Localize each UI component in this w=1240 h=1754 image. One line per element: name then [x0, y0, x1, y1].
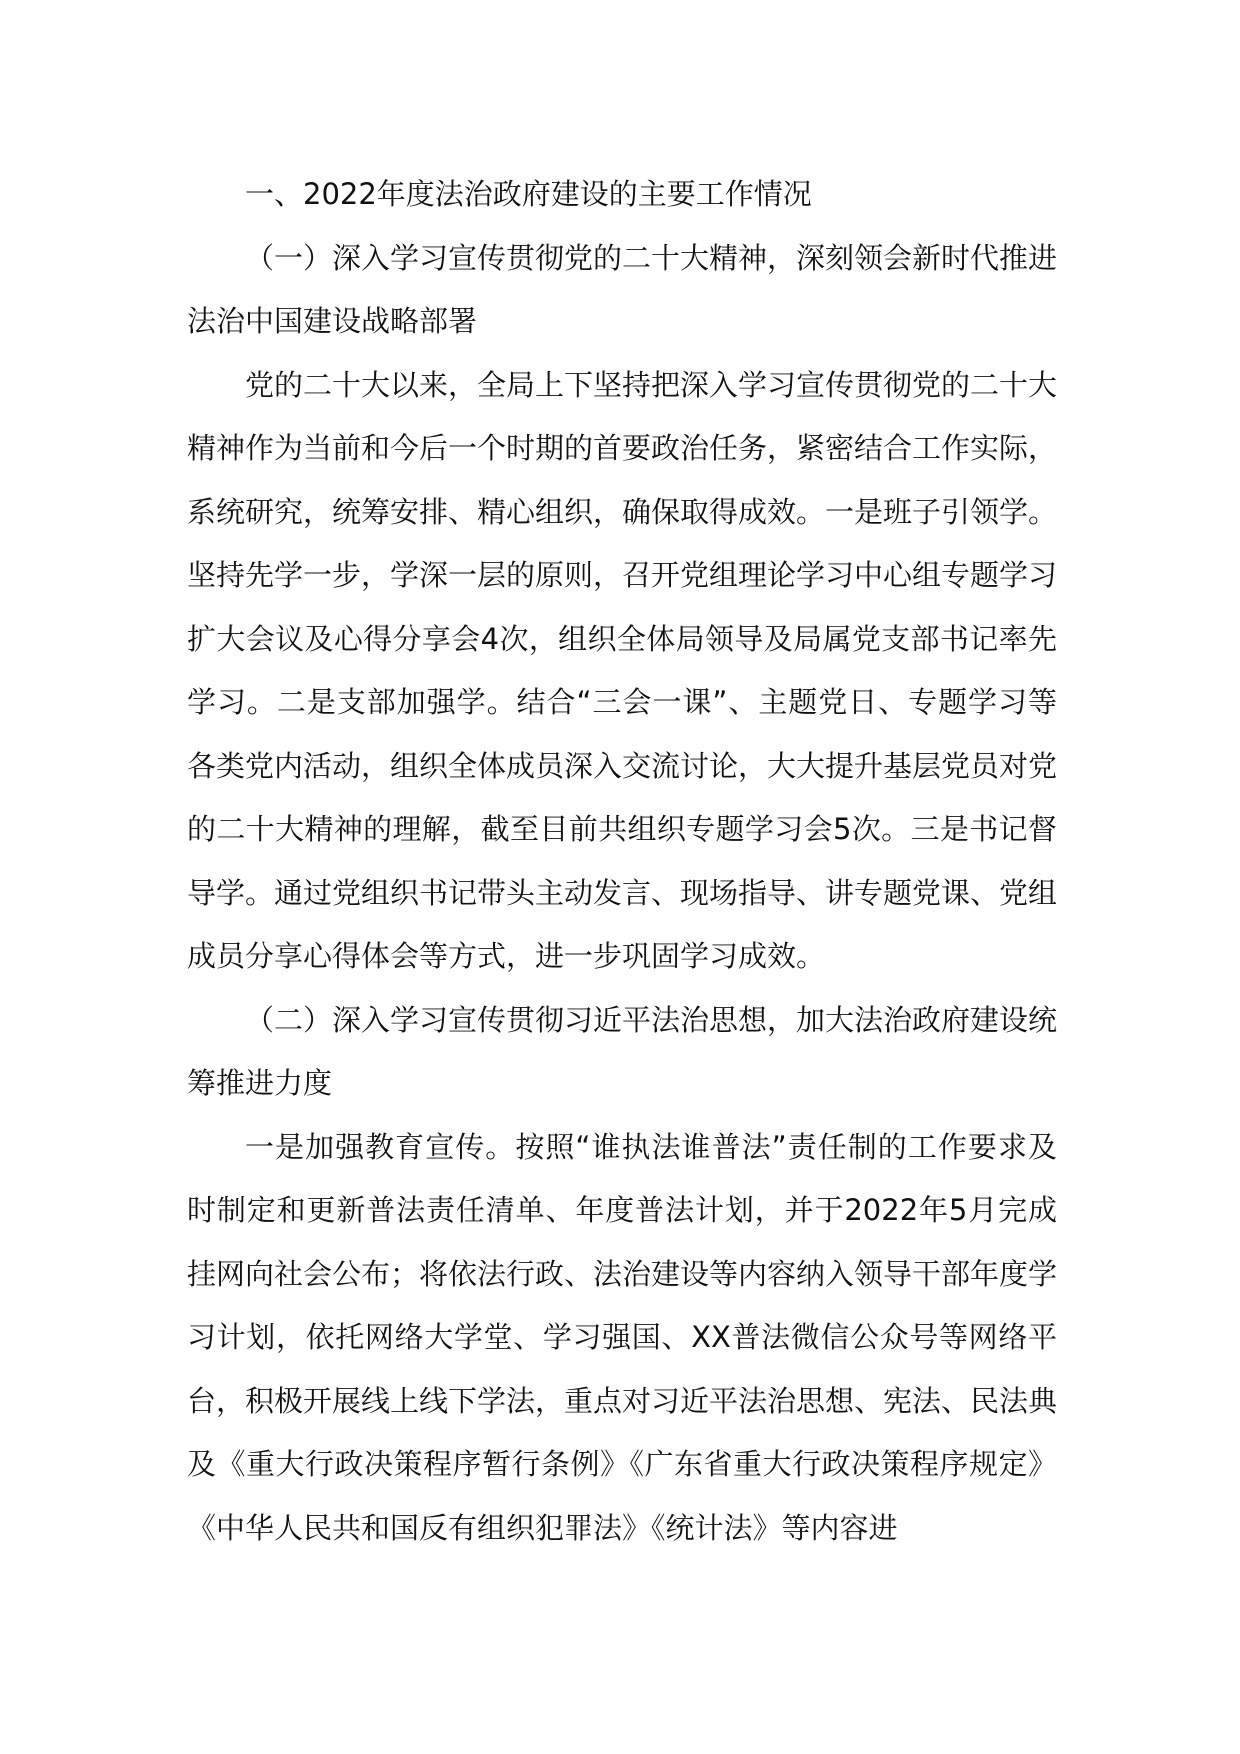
- section-heading: 一、2022年度法治政府建设的主要工作情况: [245, 177, 812, 211]
- subsection-heading: （二）深入学习宣传贯彻习近平法治思想，加大法治政府建设统筹推进力度: [187, 1002, 1058, 1100]
- body-paragraph: 一是加强教育宣传。按照“谁执法谁普法”责任制的工作要求及时制定和更新普法责任清单、年度普法计划，并于2022年5月完成挂网向社会公布；将依法行政、法治建设等内容纳入领导干部年度学习计划，依托网络大学堂、学习强国、XX普法微信公众号等网络平台，积极开展线上线下学法，重点对习近平法治思想、宪法、民法典及《重大行政决策程序暂行条例》《广东省重大行政决策程序规定》《中华人民共和国反有组织犯罪法》《统计法》等内容进: [187, 1129, 1058, 1545]
- body-paragraph: 党的二十大以来，全局上下坚持把深入学习宣传贯彻党的二十大精神作为当前和今后一个时期的首要政治任务，紧密结合工作实际，系统研究，统筹安排、精心组织，确保取得成效。一是班子引领学。坚持先学一步，学深一层的原则，召开党组理论学习中心组专题学习扩大会议及心得分享会4次，组织全体局领导及局属党支部书记率先学习。二是支部加强学。结合“三会一课”、主题党日、专题学习等各类党内活动，组织全体成员深入交流讨论，大大提升基层党员对党的二十大精神的理解，截至目前共组织专题学习会5次。三是书记督导学。通过党组织书记带头主动发言、现场指导、讲专题党课、党组成员分享心得体会等方式，进一步巩固学习成效。: [187, 367, 1058, 973]
- document-body: [187, 163, 1057, 1560]
- subsection-heading: （一）深入学习宣传贯彻党的二十大精神，深刻领会新时代推进法治中国建设战略部署: [187, 240, 1058, 338]
